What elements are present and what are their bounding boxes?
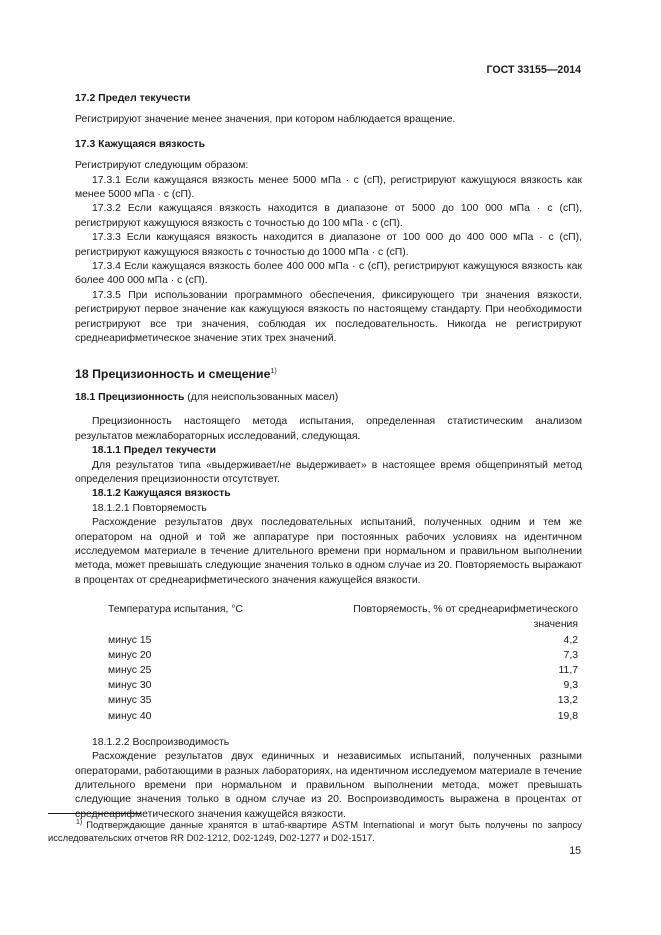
section-17-2-title: 17.2 Предел текучести <box>75 93 191 104</box>
footnote-mark: 1) <box>76 819 83 826</box>
table-cell-temp: минус 40 <box>108 710 152 722</box>
document-id: ГОСТ 33155—2014 <box>486 64 581 76</box>
table-cell-value: 9,3 <box>563 680 578 692</box>
table-header-row <box>108 602 578 632</box>
table-cell-temp: минус 20 <box>108 649 152 661</box>
section-17-3-title: 17.3 Кажущаяся вязкость <box>75 138 205 150</box>
section-18-title <box>75 365 582 381</box>
section-18-1-2-2-title: 18.1.2.2 Воспроизводимость <box>92 736 230 748</box>
section-17-3-4: 17.3.4 Если кажущаяся вязкость более 400 000 мПа · с (сП), регистрируют кажущуюся вязкость как более 400 000 мПа · с (сП). <box>75 261 582 287</box>
section-17-3-3: 17.3.3 Если кажущаяся вязкость находится в диапазоне от 100 000 до 400 000 мПа · с (сП), регистрируют кажущуюся вязкость с точностью до 1000 мПа · с (сП). <box>75 232 582 258</box>
table-cell-value: 7,3 <box>563 649 578 661</box>
section-17-3-1: 17.3.1 Если кажущаяся вязкость менее 5000 мПа · с (сП), регистрируют кажущуюся вязкость как менее 5000 мПа · с (сП). <box>75 174 582 201</box>
table-row <box>108 693 578 708</box>
table-cell-value: 13,2 <box>557 695 578 707</box>
section-18-1-1-text: Для результатов типа «выдерживает/не выдерживает» в настоящее время общепринятый метод определения прецизионности отсутствует. <box>75 459 582 485</box>
table-cell-value: 11,7 <box>558 665 578 676</box>
section-18-1-2-2-text: Расхождение результатов двух единичных и независимых испытаний, полученных разными операторами, работающими в разных лабораториях, на идентичном исследуемом материале в течение длительного времени при нормальном и правильном выполнении метода, может превышать следующие значения только в одном случае из 20. Воспроизводимость выражена в процентах от среднеарифметического значения кажущейся вязкости. <box>75 751 582 820</box>
table-cell-temp: минус 35 <box>108 695 152 707</box>
table-cell-temp: минус 15 <box>108 634 152 646</box>
section-18-1-2-1-title: 18.1.2.1 Повторяемость <box>92 502 207 514</box>
table-header-temperature: Температура испытания, °С <box>108 604 243 616</box>
section-18-footnote-ref: 1) <box>270 367 277 375</box>
section-17-2-text: Регистрируют значение менее значения, при котором наблюдается вращение. <box>75 114 456 126</box>
section-18-1-title <box>75 391 582 405</box>
table-header-repeatability: Повторяемость, % от среднеарифметического значения <box>353 604 578 631</box>
table-row <box>108 633 578 648</box>
table-row <box>108 678 578 693</box>
section-18-1-2-1-text: Расхождение результатов двух последовательных испытаний, полученных одним и тем же оператором на одной и той же аппаратуре при постоянных рабочих условиях на идентичном исследуемом материале в течение длительного времени при нормальном и правильном выполнении метода, может превышать следующие значения только в одном случае из 20. Повторяемость выражают в процентах от среднеарифметического значения кажущейся вязкости. <box>75 517 582 586</box>
repeatability-table <box>108 602 578 724</box>
table-row <box>108 663 578 678</box>
table-row <box>108 709 578 724</box>
section-18-1-1-title: 18.1.1 Предел текучести <box>92 445 217 457</box>
page-number: 15 <box>569 845 581 857</box>
table-cell-value: 19,8 <box>557 710 578 722</box>
page-content <box>75 92 582 822</box>
table-cell-temp: минус 25 <box>108 665 152 676</box>
table-cell-temp: минус 30 <box>108 680 152 692</box>
section-18-1-text: Прецизионность настоящего метода испытания, определенная статистическим анализом результатов межлабораторных исследований, следующая. <box>75 416 582 442</box>
section-17-3-2: 17.3.2 Если кажущаяся вязкость находится в диапазоне от 5000 до 100 000 мПа · с (сП), регистрируют кажущуюся вязкость с точностью до 100 мПа · с (сП). <box>75 203 582 229</box>
section-17-3-intro: Регистрируют следующим образом: <box>75 160 249 172</box>
table-row <box>108 648 578 663</box>
section-18-title-text: 18 Прецизионность и смещение <box>75 366 271 381</box>
section-18-1-title-rest: (для неиспользованных масел) <box>184 391 339 403</box>
footnote <box>48 816 582 844</box>
footnote-separator <box>48 813 141 814</box>
section-18-1-2-title: 18.1.2 Кажущаяся вязкость <box>92 488 231 500</box>
table-cell-value: 4,2 <box>563 634 578 646</box>
footnote-text: Подтверждающие данные хранятся в штаб-квартире ASTM International и могут быть получены по запросу исследовательских отчетов RR D02-1212, D02-1249, D02-1277 и D02-1517. <box>48 819 582 843</box>
section-17-3-5: 17.3.5 При использовании программного обеспечения, фиксирующего три значения вязкости, регистрируют первое значение как кажущуюся вязкость по настоящему стандарту. При необходимости регистрируют все три значения, соблюдая их последовательность. Никогда не регистрируют среднеарифметическое значение этих трех значений. <box>75 289 582 345</box>
section-18-1-title-bold: 18.1 Прецизионность <box>75 391 185 403</box>
